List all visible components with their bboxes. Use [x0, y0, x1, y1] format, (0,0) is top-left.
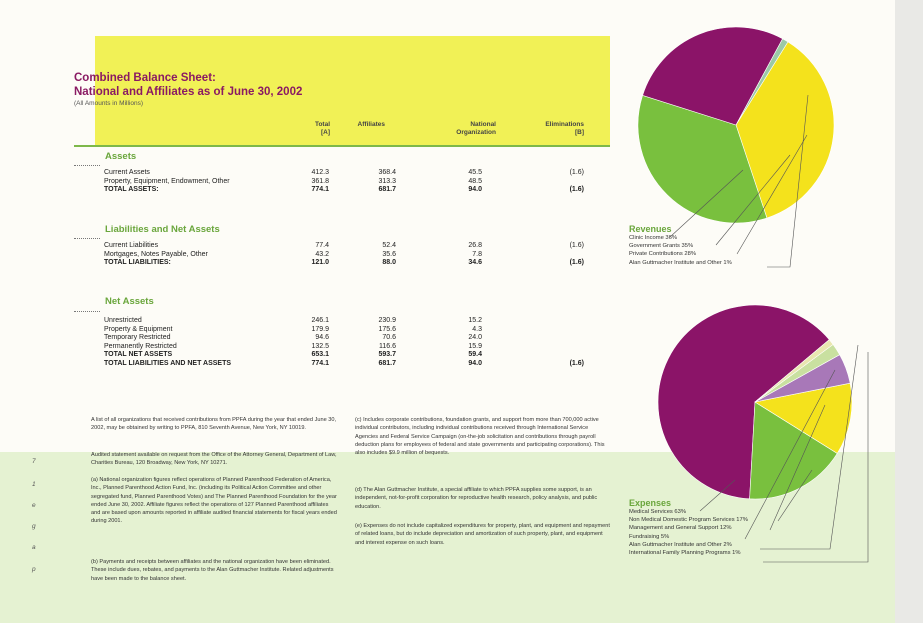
affiliates-cell: 681.7 [378, 186, 396, 194]
row-label: Current Liabilities [104, 242, 159, 249]
total-cell: 653.1 [311, 351, 329, 359]
national-cell: 34.6 [468, 259, 482, 267]
note-a: (a) National organization figures reflect operations of Planned Parenthood Federation of America, Inc., Planned Parenthood Action Fund, Inc. (including its Political Action Committee and other segregated fund, Planned Parenthood Votes) and The Planned Parenthood Foundation for the year ended June 30, 2002. Affiliate figures reflect the operations of 127 Planned Parenthood affiliates and are based upon amounts reported in affiliate audited financial statements for fiscal years ended during 2001. [91, 477, 337, 525]
affiliates-cell: 70.6 [382, 334, 396, 342]
row-label: Mortgages, Notes Payable, Other [104, 250, 208, 258]
legend-item: Non Medical Domestic Program Services 17% [629, 517, 748, 524]
row-label: TOTAL ASSETS: [104, 186, 159, 194]
national-cell: 48.5 [468, 177, 482, 185]
total-cell: 121.0 [311, 259, 329, 267]
expenses-legend [629, 498, 748, 557]
national-cell: 15.2 [468, 317, 482, 324]
eliminations-cell: (1.6) [569, 259, 584, 267]
affiliates-cell: 35.6 [382, 250, 396, 258]
column-header-national-label: National [470, 121, 496, 128]
affiliates-cell: 681.7 [378, 360, 396, 367]
row-label: Unrestricted [104, 317, 142, 324]
total-cell: 412.3 [311, 169, 329, 176]
page-label-letter: p [32, 566, 36, 573]
page-label-letter: g [32, 523, 36, 530]
total-cell: 361.8 [311, 177, 329, 185]
revenues-legend [629, 224, 732, 267]
note-d: (d) The Alan Guttmacher Institute, a special affiliate to which PPFA supplies some support, is an independent, not-for-profit corporation for reproductive health research, policy analysis, and public education. [355, 487, 598, 510]
national-cell: 94.0 [468, 186, 482, 194]
row-label: Current Assets [104, 169, 150, 176]
national-cell: 94.0 [468, 360, 482, 367]
page-label-letter: a [32, 544, 36, 551]
column-header-total-note: [A] [320, 129, 330, 136]
affiliates-cell: 593.7 [378, 351, 396, 359]
eliminations-cell: (1.6) [569, 186, 584, 194]
legend-item: Private Contributions 28% [629, 251, 697, 258]
affiliates-cell: 368.4 [378, 169, 396, 176]
legend-item: Management and General Support 12% [629, 525, 732, 532]
legend-item: Alan Guttmacher Institute and Other 2% [629, 541, 732, 548]
national-cell: 26.8 [468, 242, 482, 249]
section-title-liabilities: Liabilities and Net Assets [105, 224, 220, 235]
total-cell: 774.1 [311, 360, 329, 367]
affiliates-cell: 88.0 [382, 259, 396, 267]
eliminations-cell: (1.6) [569, 242, 584, 249]
legend-item: Clinic Income 36% [629, 235, 678, 241]
row-label: TOTAL LIABILITIES AND NET ASSETS [104, 360, 232, 367]
section-title-net-assets: Net Assets [105, 296, 154, 307]
title-line-2: National and Affiliates as of June 30, 2002 [74, 86, 303, 98]
eliminations-cell: (1.6) [569, 360, 584, 367]
leader-line [745, 370, 835, 539]
row-label: Property & Equipment [104, 325, 173, 333]
column-header-total-label: Total [314, 121, 330, 128]
column-header-eliminations-note: [B] [574, 129, 584, 136]
column-header-affiliates-label: Affiliates [357, 121, 385, 128]
row-label: TOTAL LIABILITIES: [104, 259, 171, 267]
affiliates-cell: 52.4 [382, 242, 396, 249]
note-b: (b) Payments and receipts between affiliates and the national organization have been eliminated. These include dues, rebates, and payments to the Alan Guttmacher Institute. Related adjustments have been made to the balance sheet. [91, 559, 334, 582]
total-cell: 94.6 [315, 334, 329, 342]
total-cell: 246.1 [311, 317, 329, 324]
total-cell: 132.5 [311, 342, 329, 350]
total-cell: 179.9 [311, 325, 329, 333]
affiliates-cell: 116.6 [379, 342, 396, 350]
eliminations-cell: (1.6) [569, 169, 584, 176]
row-label: TOTAL NET ASSETS [104, 351, 173, 359]
column-header-national-label-2: Organization [456, 129, 496, 136]
affiliates-cell: 313.3 [378, 177, 396, 185]
affiliates-cell: 175.6 [378, 325, 396, 333]
leader-line [763, 352, 868, 562]
national-cell: 24.0 [468, 334, 482, 342]
national-cell: 4.3 [472, 325, 482, 333]
page-label-letter: 7 [32, 458, 36, 465]
legend-item: Medical Services 63% [629, 509, 687, 515]
total-cell: 43.2 [315, 250, 329, 258]
leader-line [778, 470, 812, 521]
title-line-1: Combined Balance Sheet: [74, 72, 216, 84]
legend-item: Government Grants 35% [629, 243, 694, 250]
national-cell: 15.9 [468, 342, 482, 350]
affiliates-cell: 230.9 [378, 317, 396, 324]
leader-line [767, 95, 808, 267]
legend-item: International Family Planning Programs 1% [629, 550, 741, 557]
total-cell: 774.1 [311, 186, 329, 194]
row-label: Property, Equipment, Endowment, Other [104, 177, 230, 185]
national-cell: 59.4 [468, 351, 482, 359]
note-c: (c) Includes corporate contributions, foundation grants, and support from more than 700,000 active individual contributors, including individual contributions received through International Service Agencies and Federal Service Campaign (on-the-job solicitation and contributions through payroll deduction plans for employees of federal and state governments and participating corporations). This also includes $9.9 million of bequests. [355, 417, 605, 457]
page-label-letter: e [32, 502, 36, 509]
note-audited-statement: Audited statement available on request from the Office of the Attorney General, Department of Law, Charities Bureau, 120 Broadway, New York, NY 10271. [91, 452, 337, 467]
legend-item: Fundraising 5% [629, 533, 670, 540]
national-cell: 7.8 [472, 250, 482, 258]
amounts-note: (All Amounts in Millions) [74, 100, 143, 107]
leader-line [737, 135, 807, 254]
leader-line [770, 405, 825, 530]
legend-item: Alan Guttmacher Institute and Other 1% [629, 259, 732, 266]
section-title-assets: Assets [105, 151, 137, 162]
revenues-title: Revenues [629, 224, 672, 234]
national-cell: 45.5 [468, 169, 482, 176]
note-contributors-list: A list of all organizations that received contributions from PPFA during the year that ended June 30, 2002, may be obtained by writing to PPFA, 810 Seventh Avenue, New York, NY 10019. [91, 417, 337, 432]
note-e: (e) Expenses do not include capitalized expenditures for property, plant, and equipment and repayment of related loans, but do include depreciation and amortization of such property, plant, and equipment and interest expense on such loans. [355, 523, 610, 546]
expenses-title: Expenses [629, 498, 672, 508]
leader-line [760, 345, 858, 549]
page-label-letter: 1 [32, 481, 36, 488]
row-label: Permanently Restricted [104, 342, 177, 350]
row-label: Temporary Restricted [104, 334, 171, 342]
column-header-eliminations-label: Eliminations [545, 121, 584, 128]
total-cell: 77.4 [315, 242, 329, 249]
